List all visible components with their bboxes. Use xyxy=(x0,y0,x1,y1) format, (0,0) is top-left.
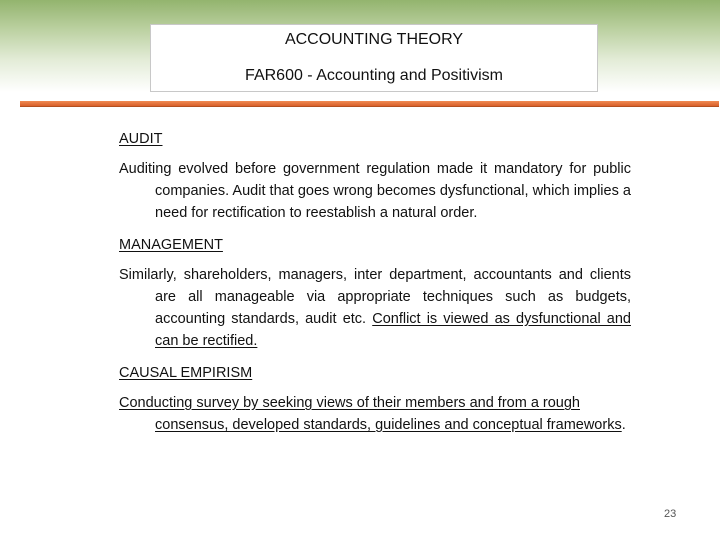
causal-empirism-underlined-text: Conducting survey by seeking views of their members and from a rough consensus, developed standards, guidelines and conceptual frameworks xyxy=(119,395,622,433)
management-text: Similarly, shareholders, managers, inter department, accountants and clients are all manageable via appropriate techniques such as budgets, accounting standards, audit etc. xyxy=(119,267,631,327)
section-heading-management: MANAGEMENT xyxy=(119,237,223,253)
title-box xyxy=(150,24,598,92)
causal-empirism-end: . xyxy=(621,417,626,433)
section-body-causal-empirism xyxy=(119,392,631,436)
section-body-management xyxy=(119,264,631,352)
section-heading-causal-empirism: CAUSAL EMPIRISM xyxy=(119,365,253,381)
section-body-audit: Auditing evolved before government regulation made it mandatory for public companies. Audit that goes wrong becomes dysfunctional, which implies a need for rectification to reestablish a natural order. xyxy=(119,161,631,221)
slide-content xyxy=(119,128,631,446)
section-heading-audit: AUDIT xyxy=(119,131,163,147)
management-underlined-text: Conflict is viewed as dysfunctional and can be rectified. xyxy=(155,311,631,349)
slide-subtitle: FAR600 - Accounting and Positivism xyxy=(245,67,503,84)
accent-bar xyxy=(20,101,719,107)
page-number: 23 xyxy=(664,508,677,520)
slide-title: ACCOUNTING THEORY xyxy=(284,31,464,48)
